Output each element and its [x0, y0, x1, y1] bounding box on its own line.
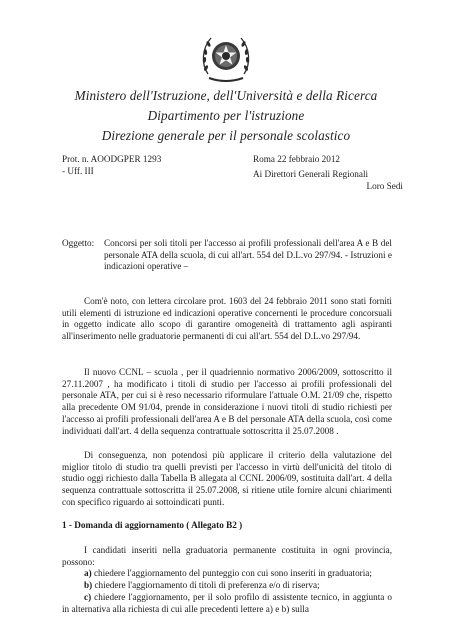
- section-body: [62, 545, 392, 615]
- paragraph-intro: Com'è noto, con lettera circolare prot. 1603 del 24 febbraio 2011 sono stati forniti utili elementi di istruzione ed indicazioni operative concernenti le procedure concorsuali in oggetto indicate allo scopo di garantire omogeneità di trattamento agli aspiranti all'inserimento nelle graduatorie permanenti di cui all'art. 554 del D.L.vo 297/94.: [62, 296, 392, 342]
- ministry-title: Ministero dell'Istruzione, dell'Università e della Ricerca: [74, 88, 378, 103]
- list-item-text: chiedere l'aggiornamento del punteggio con cui sono inseriti in graduatoria;: [91, 568, 372, 579]
- section-intro: I candidati inseriti nella graduatoria permanente costituita in ogni provincia, possono:: [62, 545, 392, 567]
- list-item: [62, 592, 392, 615]
- list-item: [62, 568, 392, 580]
- list-item-letter: b): [84, 580, 93, 591]
- list-item-text: chiedere l'aggiornamento, per il solo profilo di assistente tecnico, in aggiunta o in alternativa alla richiesta di cui alle precedenti lettere a) e b) sulla: [62, 591, 392, 614]
- recipient-block: [253, 168, 403, 192]
- office-label: - Uff. III: [62, 166, 94, 176]
- paragraph-ccnl: Il nuovo CCNL – scuola , per il quadriennio normativo 2006/2009, sottoscritto il 27.11.2007 , ha modificato i titoli di studio per l'accesso ai profili professionali del personale ATA, per cui si è reso necessario riformulare l'attuale O.M. 21/09 che, rispetto alla precedente OM 91/04, prende in considerazione i nuovi titoli di studio richiesti per l'accesso ai profili professionali dell'area A e B del personale ATA della scuola, così come individuati dall'art. 4 della sequenza contrattuale sottoscritta il 25.07.2008 .: [62, 367, 392, 436]
- recipient-location: Loro Sedi: [366, 181, 403, 191]
- recipient-line: Ai Direttori Generali Regionali: [253, 169, 369, 179]
- list-item-letter: a): [84, 568, 92, 579]
- document-date: Roma 22 febbraio 2012: [253, 154, 341, 164]
- subject-label: Oggetto:: [62, 238, 95, 248]
- department-title: Dipartimento per l'istruzione: [147, 108, 305, 123]
- protocol-number: Prot. n. AOODGPER 1293: [62, 154, 162, 164]
- list-item-text: chiedere l'aggiornamento di titoli di preferenza e/o di riserva;: [92, 580, 320, 591]
- section-heading: 1 - Domanda di aggiornamento ( Allegato B2 ): [62, 520, 243, 530]
- subject-text: Concorsi per soli titoli per l'accesso ai profili professionali dell'area A e B del personale ATA della scuola, di cui all'art. 554 del D.L.vo 297/94. - Istruzioni e indicazioni operative –: [104, 238, 392, 272]
- italian-republic-emblem-icon: [199, 28, 253, 86]
- list-item-letter: c): [84, 591, 92, 602]
- directorate-title: Direzione generale per il personale scolastico: [101, 128, 351, 143]
- list-item: [62, 580, 392, 592]
- paragraph-consequence: Di conseguenza, non potendosi più applicare il criterio della valutazione del miglior titolo di studio tra quelli previsti per l'accesso in virtù dell'unicità del titolo di studio oggi richiesto dalla Tabella B allegata al CCNL 2006/09, sostituita dall'art. 4 della sequenza contrattuale sottoscritta il 25.07.2008, si ritiene utile fornire alcuni chiarimenti con specifico riguardo ai sottoindicati punti.: [62, 450, 392, 507]
